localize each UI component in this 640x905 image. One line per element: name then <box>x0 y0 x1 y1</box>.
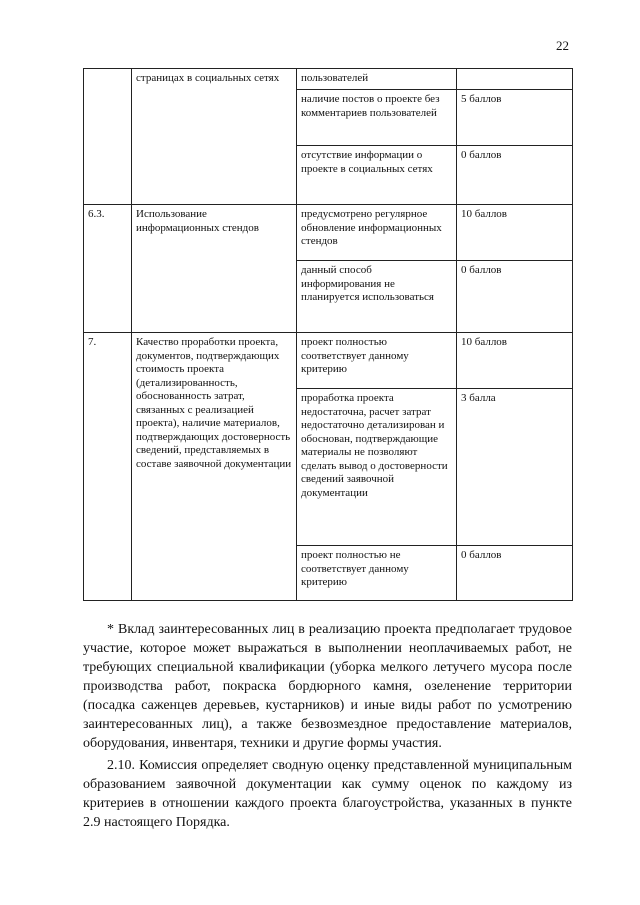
criteria-table <box>83 68 573 601</box>
option-description: отсутствие информации о проекте в социальных сетях <box>297 146 457 205</box>
criterion-number: 7. <box>84 333 132 601</box>
criterion-number <box>84 69 132 205</box>
table-row <box>84 69 573 90</box>
criterion-name: страницах в социальных сетях <box>132 69 297 205</box>
option-score: 3 балла <box>457 389 573 546</box>
table-row <box>84 205 573 261</box>
option-description: проект полностью не соответствует данному критерию <box>297 546 457 601</box>
option-score: 0 баллов <box>457 146 573 205</box>
criterion-number: 6.3. <box>84 205 132 333</box>
option-score: 5 баллов <box>457 90 573 146</box>
option-description: проект полностью соответствует данному критерию <box>297 333 457 389</box>
option-description: предусмотрено регулярное обновление информационных стендов <box>297 205 457 261</box>
option-score: 0 баллов <box>457 261 573 333</box>
footnote-text: * Вклад заинтересованных лиц в реализацию проекта предполагает трудовое участие, которое может выражаться в выполнении неоплачиваемых работ, не требующих специальной квалификации (уборка мелкого летучего мусора после производства работ, покраска бордюрного камня, озеленение территории (посадка саженцев деревьев, кустарников) и иные виды работ по усмотрению заинтересованных лиц), а также безвозмездное предоставление материалов, оборудования, инвентаря, техники и другие формы участия. <box>83 622 572 751</box>
option-description: пользователей <box>297 69 457 90</box>
option-description: данный способ информирования не планируется использоваться <box>297 261 457 333</box>
option-score <box>457 69 573 90</box>
option-score: 10 баллов <box>457 205 573 261</box>
page-number: 22 <box>556 38 569 53</box>
option-score: 0 баллов <box>457 546 573 601</box>
option-description: наличие постов о проекте без комментариев пользователей <box>297 90 457 146</box>
criterion-name: Использование информационных стендов <box>132 205 297 333</box>
criterion-name: Качество проработки проекта, документов, подтверждающих стоимость проекта (детализированность, обоснованность затрат, связанных с реализацией проекта), наличие материалов, подтверждающих достоверность сведений, представляемых в составе заявочной документации <box>132 333 297 601</box>
option-score: 10 баллов <box>457 333 573 389</box>
table-row <box>84 333 573 389</box>
option-description: проработка проекта недостаточна, расчет затрат недостаточно детализирован и обоснован, подтверждающие материалы не позволяют сделать вывод о достоверности сведений заявочной документации <box>297 389 457 546</box>
paragraph-2-10: 2.10. Комиссия определяет сводную оценку представленной муниципальным образованием заявочной документации как сумму оценок по каждому из критериев в отношении каждого проекта благоустройства, указанных в пункте 2.9 настоящего Порядка. <box>83 758 572 830</box>
